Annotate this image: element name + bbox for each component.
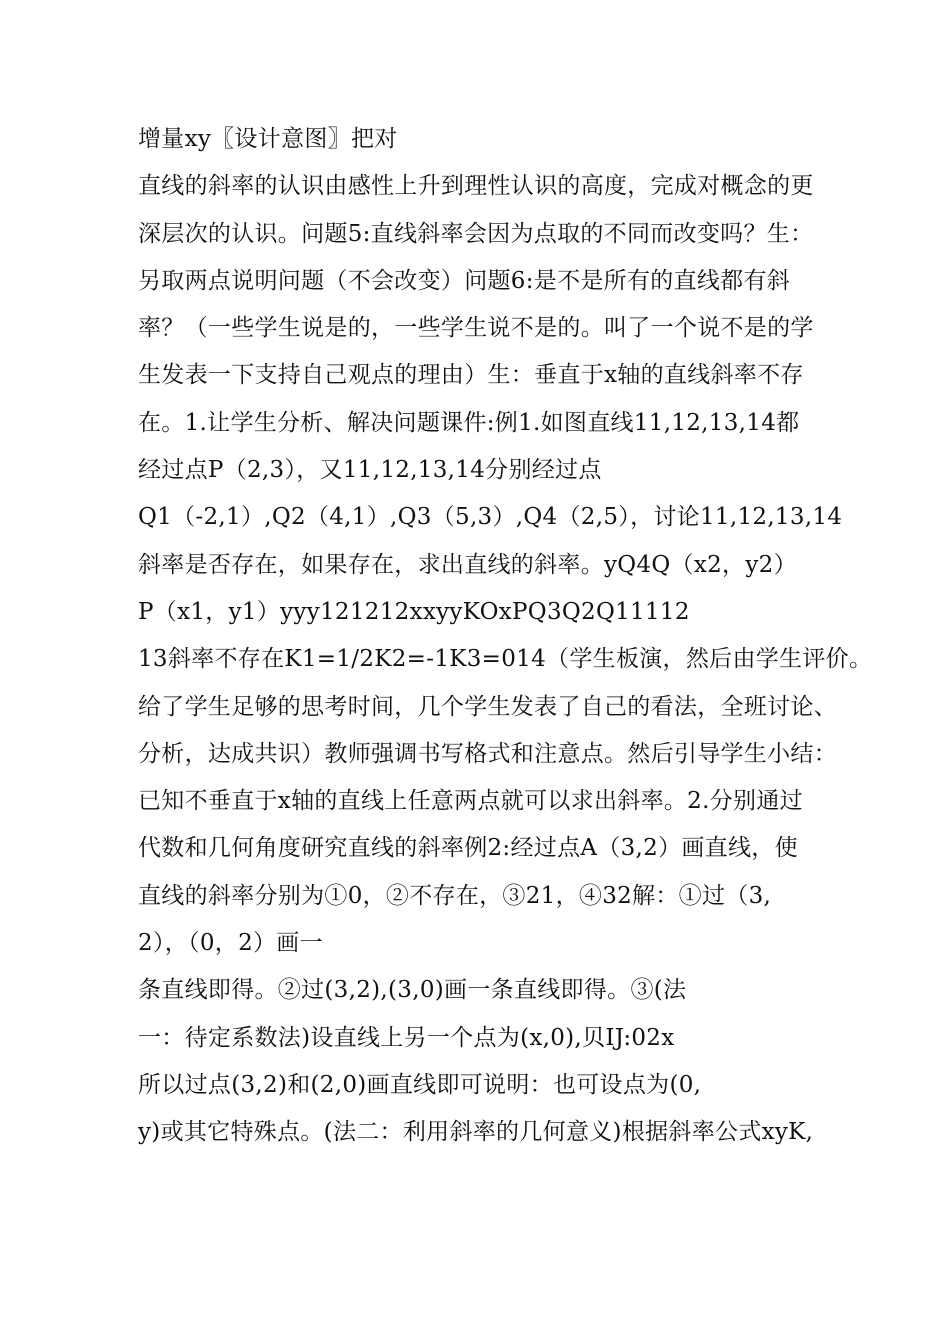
- text-line: 已知不垂直于x轴的直线上任意两点就可以求出斜率。2.分别通过: [138, 788, 803, 815]
- text-line: 2），（0，2）画一: [138, 930, 323, 957]
- text-line: 率？（一些学生说是的，一些学生说不是的。叫了一个说不是的学: [138, 315, 814, 342]
- text-line: 条直线即得。②过(3,2),(3,0)画一条直线即得。③(法: [138, 977, 687, 1004]
- text-line: 13斜率不存在K1=1/2K2=-1K3=014（学生板演，然后由学生评价。: [138, 646, 873, 673]
- text-line: y)或其它特殊点。(法二：利用斜率的几何意义)根据斜率公式xyK,: [138, 1119, 814, 1146]
- text-line: 深层次的认识。问题5:直线斜率会因为点取的不同而改变吗？生：: [138, 220, 814, 247]
- text-line: 增量xy〖设计意图〗把对: [138, 126, 398, 152]
- text-line: 给了学生足够的思考时间，几个学生发表了自己的看法，全班讨论、: [138, 693, 837, 720]
- text-line: 所以过点(3,2)和(2,0)画直线即可说明：也可设点为(0,: [138, 1071, 702, 1098]
- text-line: 经过点P（2,3），又11,12,13,14分别经过点: [138, 457, 602, 484]
- text-line: 代数和几何角度研究直线的斜率例2:经过点A（3,2）画直线，使: [138, 835, 798, 862]
- text-line: Q1（-2,1）,Q2（4,1）,Q3（5,3）,Q4（2,5），讨论11,12,13,14: [138, 504, 843, 531]
- text-line: 另取两点说明问题（不会改变）问题6:是不是所有的直线都有斜: [138, 267, 791, 294]
- text-line: 分析，达成共识）教师强调书写格式和注意点。然后引导学生小结：: [138, 740, 837, 767]
- text-line: 一：待定系数法)设直线上另一个点为(x,0),贝IJ:02x: [138, 1024, 675, 1051]
- text-line: 斜率是否存在，如果存在，求出直线的斜率。yQ4Q（x2，y2）: [138, 551, 797, 578]
- text-line: P（x1，y1）yyy121212xxyyKOxPQ3Q2Q11112: [138, 598, 690, 625]
- body-text: [138, 116, 918, 1157]
- text-line: 直线的斜率的认识由感性上升到理性认识的高度，完成对概念的更: [138, 173, 814, 200]
- text-line: 在。1.让学生分析、解决问题课件:例1.如图直线11,12,13,14都: [138, 409, 800, 436]
- text-line: 生发表一下支持自己观点的理由）生：垂直于x轴的直线斜率不存: [138, 362, 804, 389]
- text-line: 直线的斜率分别为①0，②不存在，③21，④32解：①过（3,: [138, 882, 772, 909]
